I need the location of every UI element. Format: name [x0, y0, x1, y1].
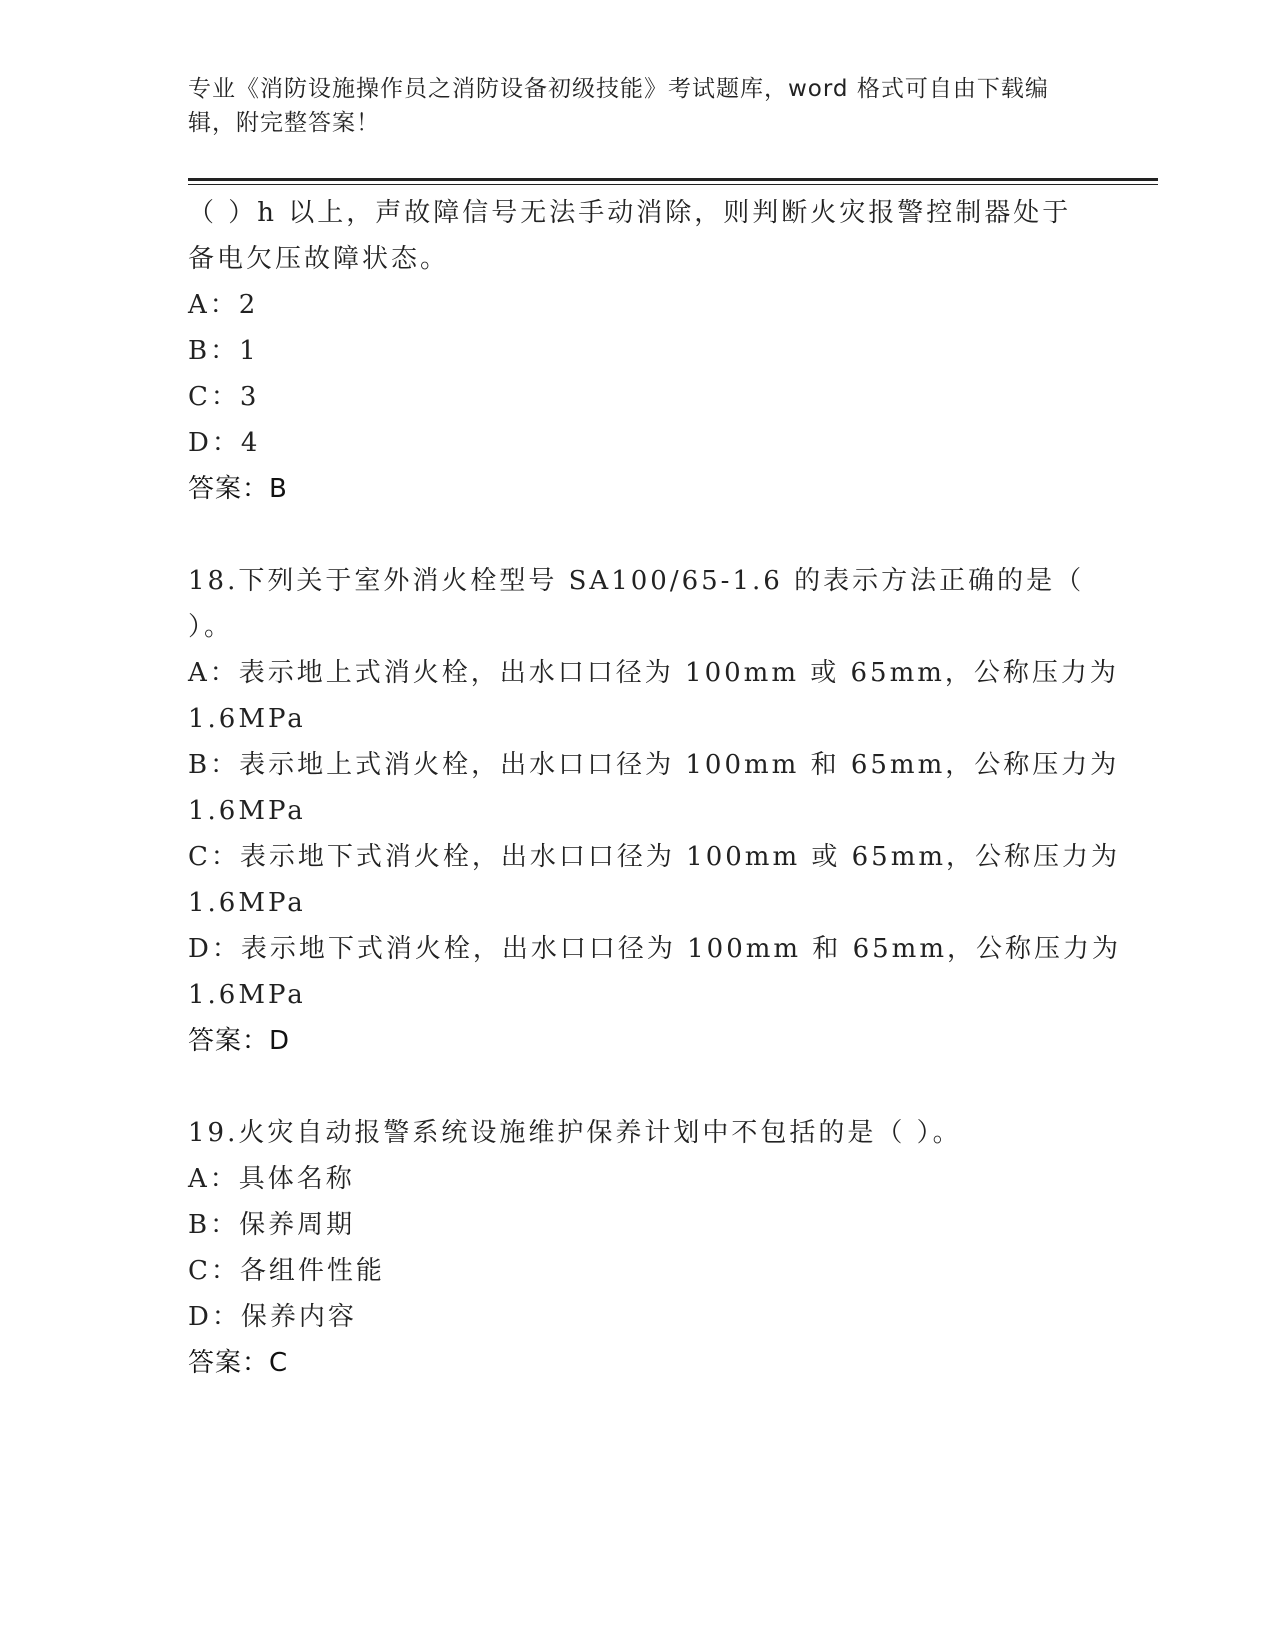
question-19 [188, 1110, 1088, 1386]
header-line-2: 辑，附完整答案！ [188, 110, 380, 136]
question-19-answer: 答案：C [188, 1348, 289, 1378]
question-18-option-b-line-1: B：表示地上式消火栓，出水口口径为 100mm 和 65mm，公称压力为 [188, 750, 1120, 780]
question-17-stem-line-2: 备电欠压故障状态。 [188, 244, 450, 274]
question-17-option-c: C：3 [188, 382, 260, 412]
question-18-option-d-line-1: D：表示地下式消火栓，出水口口径为 100mm 和 65mm，公称压力为 [188, 934, 1121, 964]
question-18-stem-line-1: 18.下列关于室外消火栓型号 SA100/65-1.6 的表示方法正确的是（ [188, 566, 1085, 596]
question-17-answer: 答案：B [188, 474, 288, 504]
spacer [188, 512, 1088, 558]
question-19-option-d: D：保养内容 [188, 1302, 357, 1332]
header-divider-thin [188, 184, 1158, 185]
question-17-stem-line-1: （ ）h 以上，声故障信号无法手动消除，则判断火灾报警控制器处于 [188, 198, 1072, 228]
question-19-stem: 19.火灾自动报警系统设施维护保养计划中不包括的是（ ）。 [188, 1118, 962, 1148]
spacer [188, 1064, 1088, 1110]
question-17-option-a: A：2 [188, 290, 259, 320]
document-header [188, 72, 1088, 140]
question-18-option-b-line-2: 1.6MPa [188, 796, 306, 826]
question-19-option-a: A：具体名称 [188, 1164, 355, 1194]
question-19-option-b: B：保养周期 [188, 1210, 356, 1240]
question-content [188, 190, 1121, 1386]
question-17 [188, 190, 1088, 512]
question-17-option-d: D：4 [188, 428, 261, 458]
question-18-option-a-line-1: A：表示地上式消火栓，出水口口径为 100mm 或 65mm，公称压力为 [188, 658, 1119, 688]
question-18-stem-line-2: ）。 [188, 612, 234, 642]
question-18-answer: 答案：D [188, 1026, 291, 1056]
question-18-option-a-line-2: 1.6MPa [188, 704, 306, 734]
header-line-1: 专业《消防设施操作员之消防设备初级技能》考试题库，word 格式可自由下载编 [188, 76, 1049, 102]
question-17-option-b: B：1 [188, 336, 259, 366]
question-18 [188, 558, 1121, 1064]
question-19-option-c: C：各组件性能 [188, 1256, 385, 1286]
header-divider-thick [188, 178, 1158, 181]
question-18-option-d-line-2: 1.6MPa [188, 980, 306, 1010]
question-18-option-c-line-2: 1.6MPa [188, 888, 306, 918]
question-18-option-c-line-1: C：表示地下式消火栓，出水口口径为 100mm 或 65mm，公称压力为 [188, 842, 1121, 872]
